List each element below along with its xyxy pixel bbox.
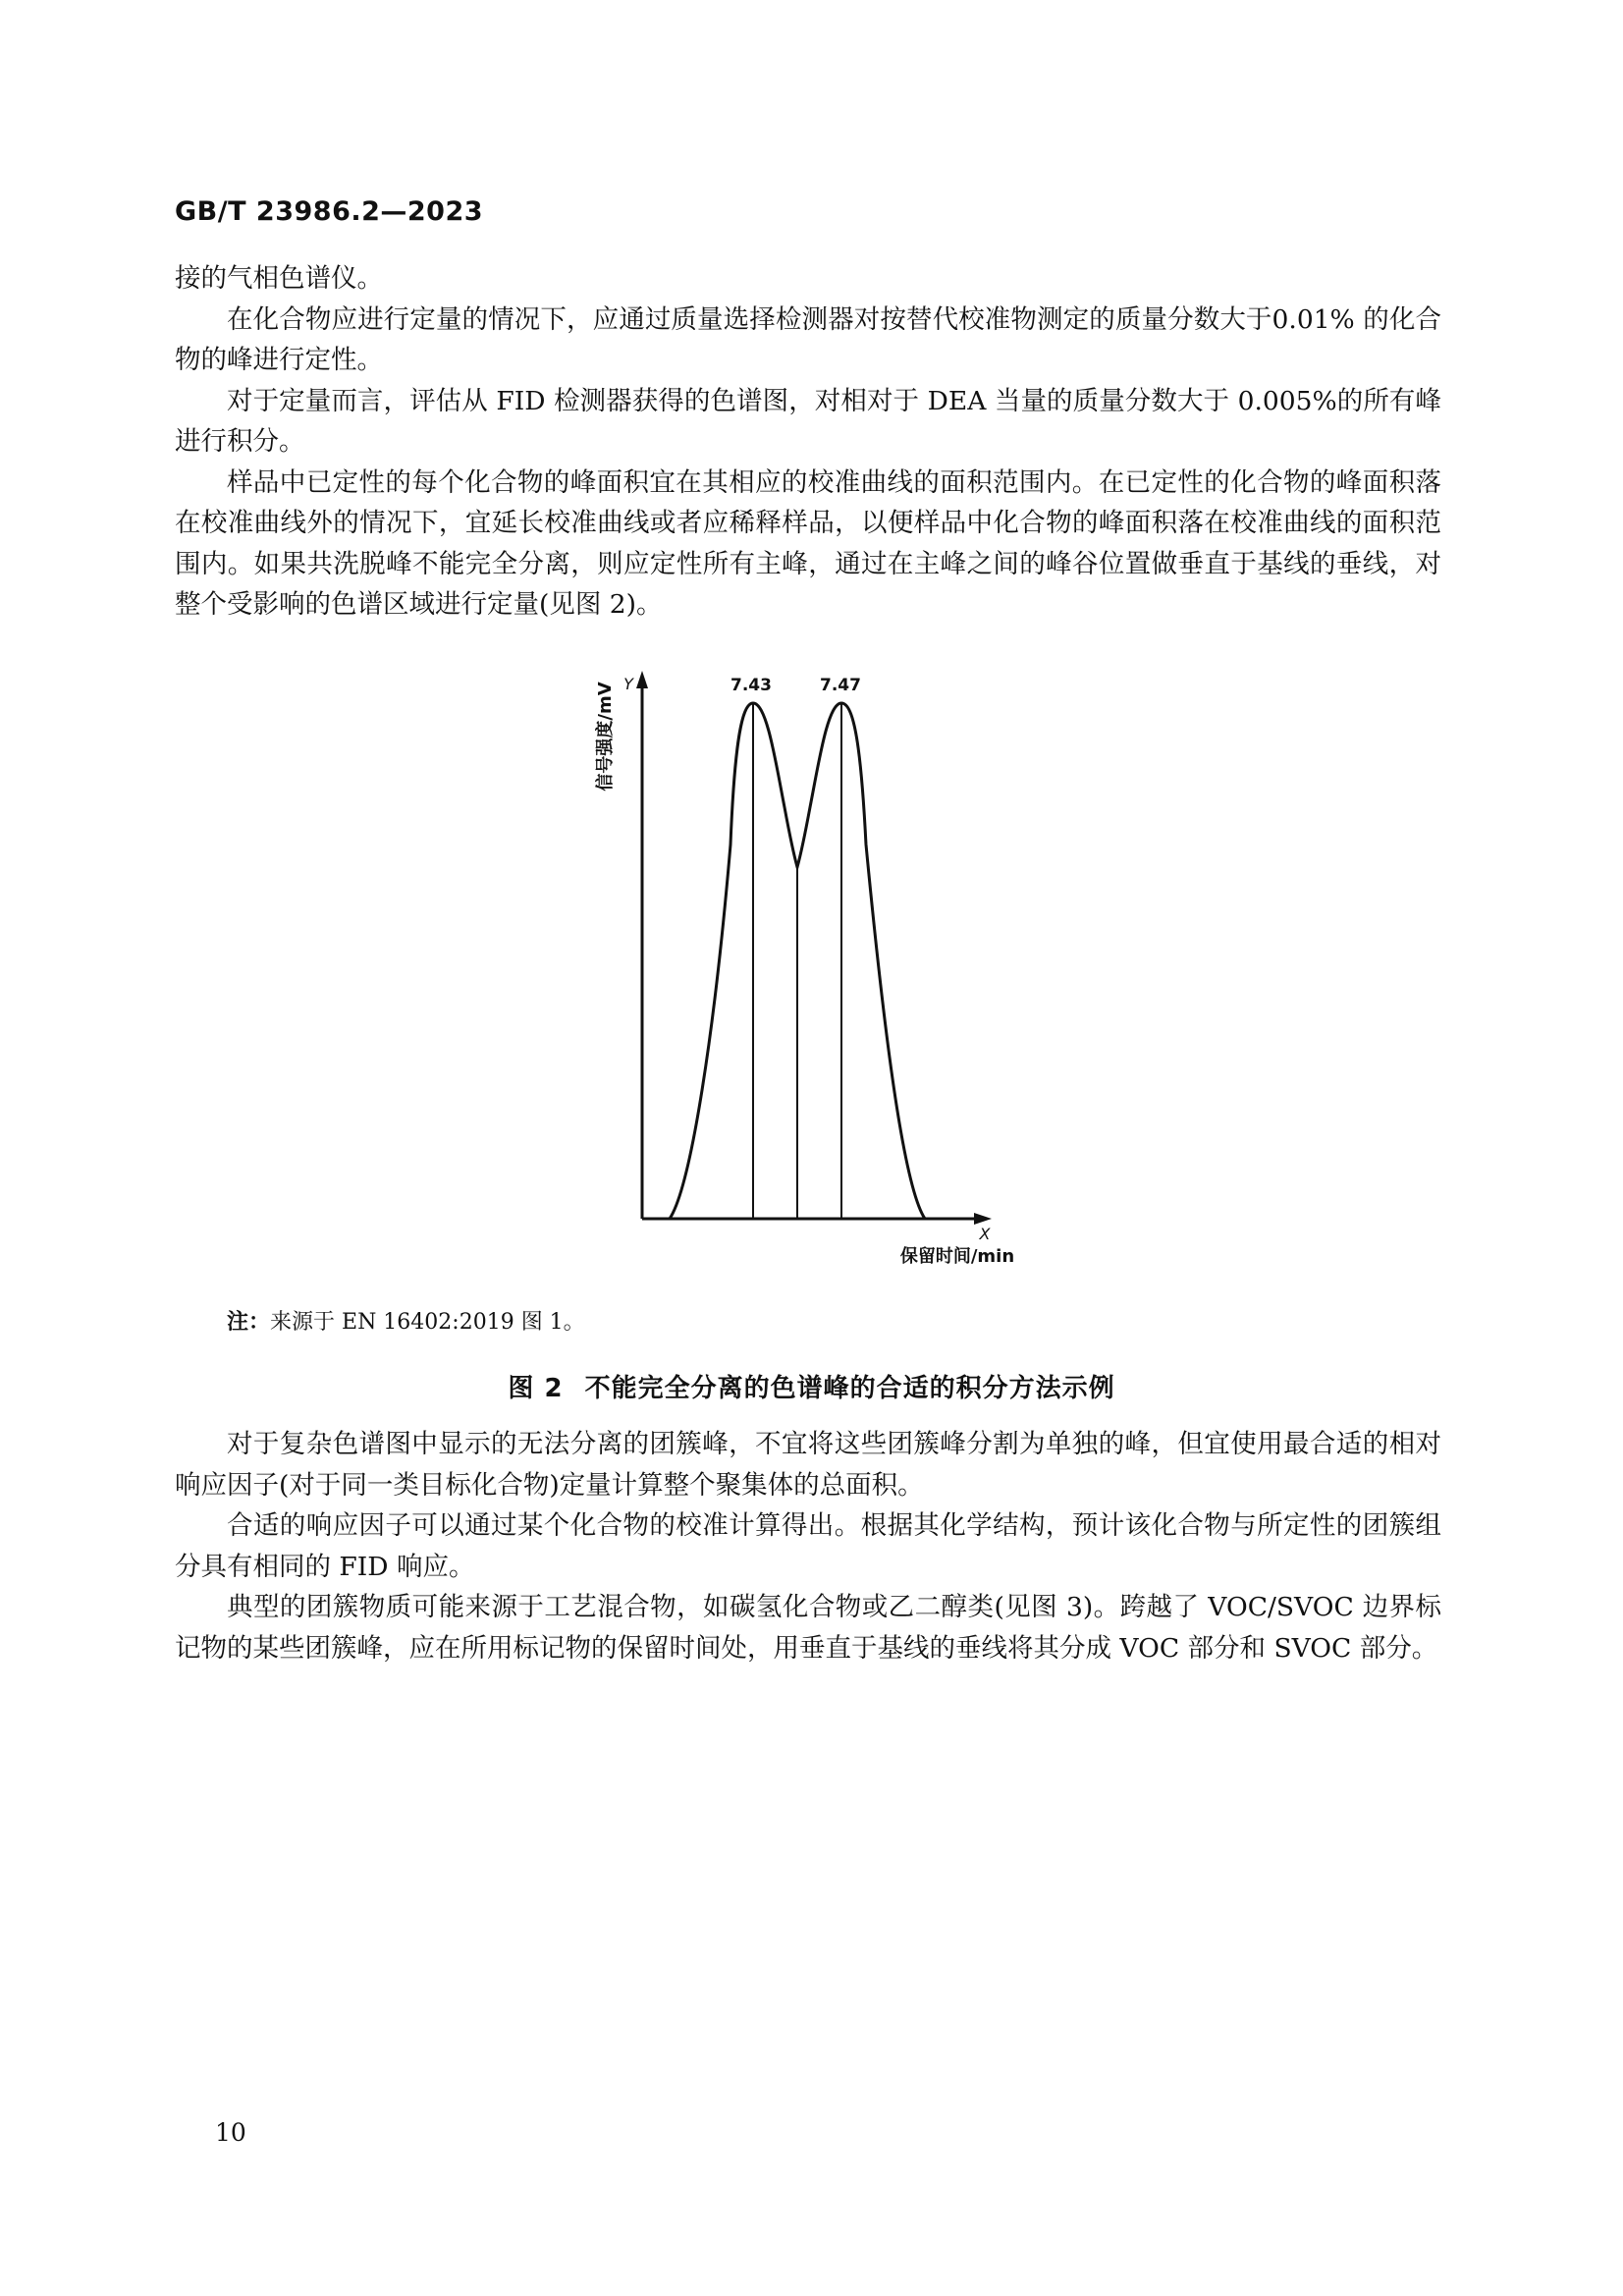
x-axis-letter: X <box>979 1225 991 1243</box>
note-text: 来源于 EN 16402:2019 图 1。 <box>270 1310 585 1335</box>
paragraph: 在化合物应进行定量的情况下，应通过质量选择检测器对按替代校准物测定的质量分数大于0.01% 的化合物的峰进行定性。 <box>175 303 1441 375</box>
body-text-bottom <box>175 1424 1441 1668</box>
note-label: 注： <box>227 1310 271 1335</box>
body-text-top <box>175 258 1441 626</box>
figure-note <box>227 1305 585 1336</box>
y-axis-arrow <box>636 671 648 688</box>
figure-number: 图 2 <box>508 1374 564 1403</box>
peak2-label: 7.47 <box>820 676 861 695</box>
figure-caption <box>0 1368 1623 1404</box>
x-axis-label: 保留时间/min <box>899 1246 1015 1267</box>
peak1-label: 7.43 <box>730 676 772 695</box>
paragraph: 对于定量而言，评估从 FID 检测器获得的色谱图，对相对于 DEA 当量的质量分数大于 0.005%的所有峰进行积分。 <box>175 385 1441 457</box>
page-number: 10 <box>215 2118 246 2147</box>
standard-code: GB/T 23986.2—2023 <box>175 196 484 227</box>
y-axis-label: 信号强度/mV <box>595 682 616 792</box>
paragraph: 对于复杂色谱图中显示的无法分离的团簇峰，不宜将这些团簇峰分割为单独的峰，但宜使用最合适的相对响应因子(对于同一类目标化合物)定量计算整个聚集体的总面积。 <box>175 1429 1441 1501</box>
y-axis-letter: Y <box>623 675 633 693</box>
paragraph: 典型的团簇物质可能来源于工艺混合物，如碳氢化合物或乙二醇类(见图 3)。跨越了 VOC/SVOC 边界标记物的某些团簇峰，应在所用标记物的保留时间处，用垂直于基线的垂线将其分成 VOC 部分和 SVOC 部分。 <box>175 1592 1441 1664</box>
paragraph: 合适的响应因子可以通过某个化合物的校准计算得出。根据其化学结构，预计该化合物与所定性的团簇组分具有相同的 FID 响应。 <box>175 1510 1441 1582</box>
paragraph: 样品中已定性的每个化合物的峰面积宜在其相应的校准曲线的面积范围内。在已定性的化合物的峰面积落在校准曲线外的情况下，宜延长校准曲线或者应稀释样品，以便样品中化合物的峰面积落在校准曲线的面积范围内。如果共洗脱峰不能完全分离，则应定性所有主峰，通过在主峰之间的峰谷位置做垂直于基线的垂线，对整个受影响的色谱区域进行定量(见图 2)。 <box>175 466 1441 620</box>
paragraph: 接的气相色谱仪。 <box>175 263 383 294</box>
figure-title: 不能完全分离的色谱峰的合适的积分方法示例 <box>584 1374 1115 1403</box>
x-axis-arrow <box>974 1213 992 1225</box>
chromatogram-curve <box>642 703 982 1219</box>
